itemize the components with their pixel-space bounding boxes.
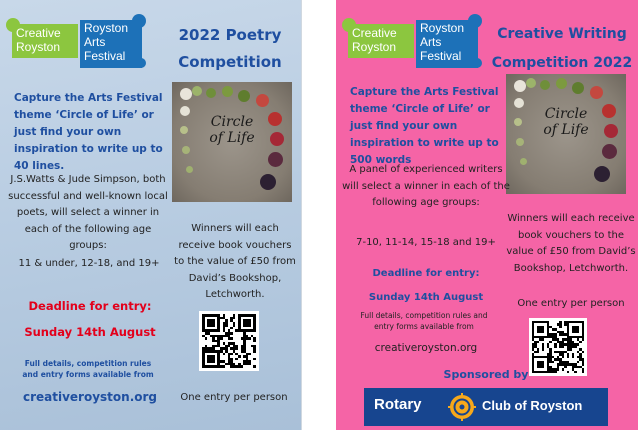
logo-creative-royston-text: Creative Royston — [352, 26, 397, 54]
rotary-club-name: Club of Royston — [482, 398, 583, 413]
qr-grid — [202, 314, 256, 368]
poetry-qr-code — [199, 311, 259, 371]
poetry-one-entry: One entry per person — [180, 392, 288, 403]
writing-winners-text: Winners will each receive book vouchers to the value of £50 from David’s Bookshop, Letchworth. — [506, 213, 636, 274]
poetry-judges-text: J.S.Watts & Jude Simpson, both successful and well-known local poets, will select a winner in each of the following age groups: — [8, 174, 168, 251]
sponsored-by-label: Sponsored by — [443, 368, 529, 381]
rotary-name: Rotary — [374, 396, 422, 413]
festival-logo — [12, 14, 142, 68]
qr-grid — [532, 321, 584, 373]
writing-website: creativeroyston.org — [374, 342, 478, 354]
rotary-wheel-icon — [448, 393, 476, 421]
festival-logo — [348, 14, 478, 68]
rotary-banner — [364, 388, 608, 426]
circle-of-life-text: Circle of Life — [209, 114, 255, 146]
poetry-winners-text: Winners will each receive book vouchers to the value of £50 from David’s Bookshop, Letchworth. — [174, 223, 296, 300]
circle-of-life-text: Circle of Life — [543, 106, 589, 138]
writing-poster — [336, 0, 638, 430]
poetry-deadline-label: Deadline for entry: — [28, 299, 152, 313]
poetry-details-text: Full details, competition rules and entry forms available from — [22, 359, 154, 379]
logo-creative-royston-text: Creative Royston — [16, 26, 61, 54]
poetry-title: 2022 Poetry Competition — [178, 26, 282, 71]
poetry-poster — [0, 0, 302, 430]
writing-one-entry: One entry per person — [517, 298, 625, 309]
poetry-intro: Capture the Arts Festival theme ‘Circle of Life’ or just find your own inspiration to write up to 40 lines. — [14, 92, 163, 172]
logo-arts-festival-text: Royston Arts Festival — [84, 21, 129, 63]
poetry-deadline-date: Sunday 14th August — [24, 325, 156, 339]
circle-of-life-image — [172, 82, 292, 202]
circle-of-life-image — [506, 74, 626, 194]
poetry-website: creativeroyston.org — [22, 390, 158, 404]
writing-age-groups: 7-10, 11-14, 15-18 and 19+ — [356, 237, 496, 248]
writing-deadline-label: Deadline for entry: — [372, 268, 480, 279]
writing-details-text: Full details, competition rules and entry forms available from — [360, 311, 488, 331]
writing-intro: Capture the Arts Festival theme ‘Circle of Life’ or just find your own inspiration to write up to 500 words — [350, 86, 499, 166]
writing-panel-text: A panel of experienced writers will select a winner in each of the following age groups: — [342, 164, 510, 208]
poetry-age-groups: 11 & under, 12-18, and 19+ — [18, 258, 160, 269]
writing-deadline-date: Sunday 14th August — [368, 292, 484, 303]
writing-title: Creative Writing Competition 2022 — [491, 26, 633, 71]
logo-arts-festival-text: Royston Arts Festival — [420, 21, 465, 63]
